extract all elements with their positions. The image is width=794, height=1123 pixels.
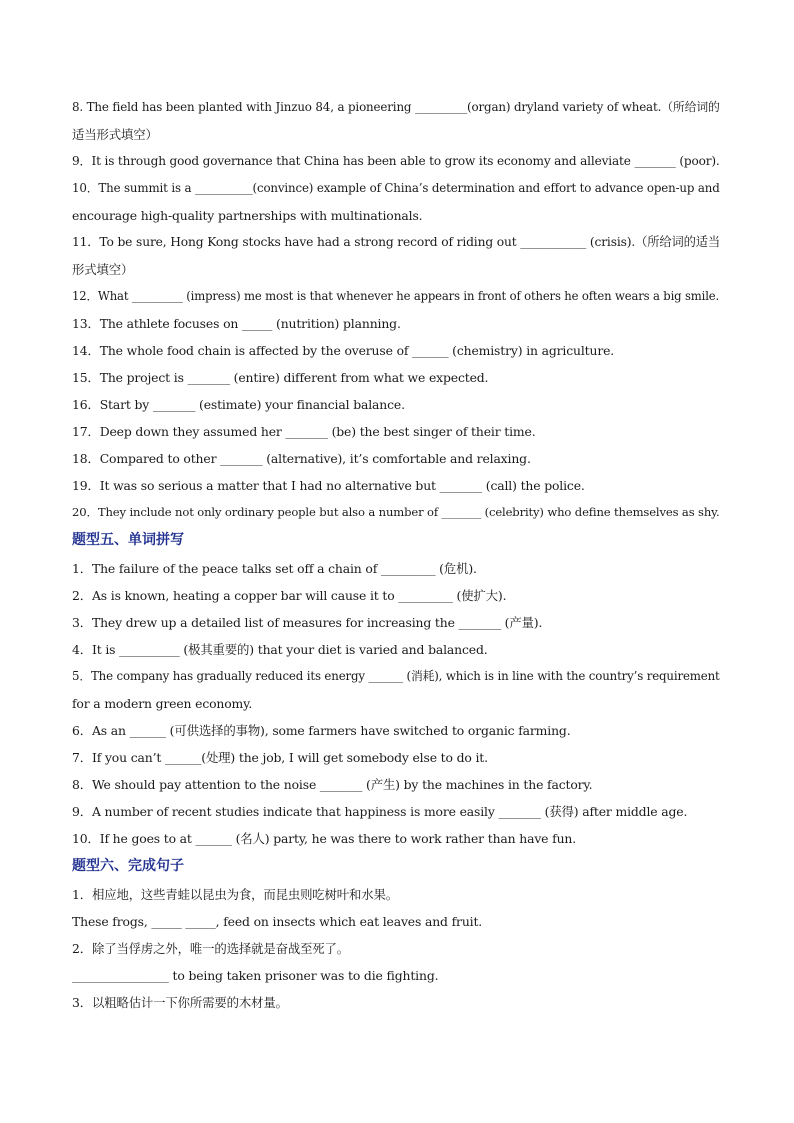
- exercise-line: 16．Start by _______ (estimate) your financial balance.: [72, 397, 405, 412]
- section-4-exercises: [72, 94, 724, 526]
- exercise-line: 8．We should pay attention to the noise _______ (产生) by the machines in the factory.: [72, 777, 593, 792]
- exercise-line: encourage high-quality partnerships with multinationals.: [72, 208, 423, 223]
- exercise-line: 15．The project is _______ (entire) different from what we expected.: [72, 370, 489, 385]
- exercise-line: 2．As is known, heating a copper bar will cause it to _________ (使扩大).: [72, 588, 507, 603]
- exercise-line: 10．If he goes to at ______ (名人) party, he was there to work rather than have fun.: [72, 831, 577, 846]
- section-5-exercises: [72, 555, 724, 852]
- exercise-line: 12．What _________ (impress) me most is that whenever he appears in front of others he often wears a big smile.: [72, 289, 720, 303]
- exercise-line: 3．以粗略估计一下你所需要的木材量。: [72, 995, 288, 1010]
- exercise-line: 适当形式填空）: [72, 127, 158, 142]
- section-6-exercises: [72, 881, 724, 1016]
- exercise-line: 19．It was so serious a matter that I had no alternative but _______ (call) the police.: [72, 478, 585, 493]
- exercise-line: 20．They include not only ordinary people but also a number of _______ (celebrity) who define themselves as shy.: [72, 505, 720, 519]
- exercise-line: 8. The field has been planted with Jinzuo 84, a pioneering _________(organ) dryland variety of wheat.（所给词的: [72, 100, 720, 114]
- exercise-line: 形式填空）: [72, 262, 134, 277]
- exercise-line: These frogs, _____ _____, feed on insects which eat leaves and fruit.: [72, 914, 483, 929]
- exercise-line: 3．They drew up a detailed list of measures for increasing the _______ (产量).: [72, 615, 543, 630]
- exercise-line: 1．The failure of the peace talks set off a chain of _________ (危机).: [72, 561, 477, 576]
- exercise-line: 4．It is __________ (极其重要的) that your diet is varied and balanced.: [72, 642, 488, 657]
- exercise-line: for a modern green economy.: [72, 696, 253, 711]
- section-6-heading: 题型六、完成句子: [72, 858, 184, 874]
- exercise-line: ________________ to being taken prisoner was to die fighting.: [72, 968, 439, 983]
- worksheet: [72, 94, 724, 1016]
- exercise-line: 14．The whole food chain is affected by the overuse of ______ (chemistry) in agriculture.: [72, 343, 615, 358]
- exercise-line: 10．The summit is a __________(convince) example of China’s determination and effort to advance open-up and: [72, 181, 720, 195]
- exercise-line: 1．相应地，这些青蛙以昆虫为食，而昆虫则吃树叶和水果。: [72, 887, 398, 902]
- section-5-heading: 题型五、单词拼写: [72, 532, 184, 548]
- exercise-line: 2．除了当俘虏之外，唯一的选择就是奋战至死了。: [72, 941, 350, 956]
- exercise-line: 9．It is through good governance that China has been able to grow its economy and alleviate _______ (poor).: [72, 154, 720, 168]
- exercise-line: 11．To be sure, Hong Kong stocks have had a strong record of riding out ___________ (crisis).（所给词的适当: [72, 235, 720, 249]
- exercise-line: 5．The company has gradually reduced its energy ______ (消耗), which is in line with the country’s requirement: [72, 669, 720, 683]
- exercise-line: 7．If you can’t ______(处理) the job, I will get somebody else to do it.: [72, 750, 488, 765]
- exercise-line: 18．Compared to other _______ (alternative), it’s comfortable and relaxing.: [72, 451, 531, 466]
- exercise-line: 17．Deep down they assumed her _______ (be) the best singer of their time.: [72, 424, 536, 439]
- exercise-line: 9．A number of recent studies indicate that happiness is more easily _______ (获得) after middle age.: [72, 804, 688, 819]
- exercise-line: 6．As an ______ (可供选择的事物), some farmers have switched to organic farming.: [72, 723, 571, 738]
- exercise-line: 13．The athlete focuses on _____ (nutrition) planning.: [72, 316, 401, 331]
